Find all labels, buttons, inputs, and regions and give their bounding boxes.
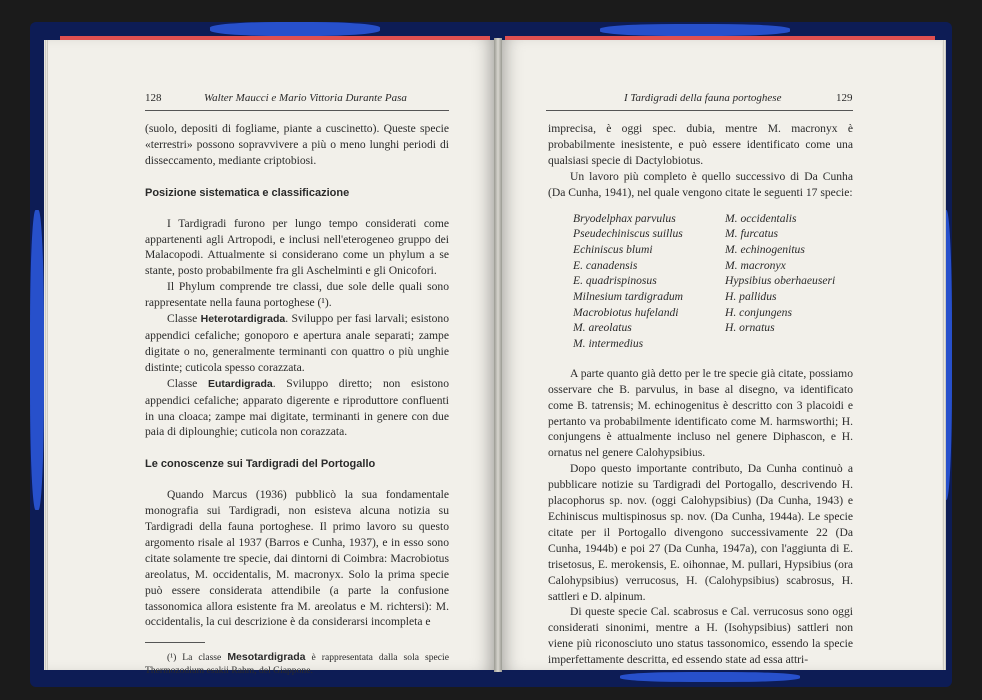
species-column-right [725, 211, 875, 352]
species-item: Hypsibius oberhaeuseri [725, 274, 836, 288]
body-paragraph [145, 376, 449, 441]
species-item: Echiniscus blumi [573, 242, 653, 256]
class-name: Eutardigrada [207, 377, 273, 390]
species-item: E. canadensis [573, 258, 638, 272]
left-page-number: 128 [145, 92, 162, 104]
section-heading: Le conoscenze sui Tardigradi del Portogallo [145, 458, 376, 471]
right-text-column [548, 121, 853, 668]
species-item: H. ornatus [725, 321, 775, 335]
cover-pattern [620, 672, 800, 682]
class-name: Heterotardigrada [200, 313, 286, 326]
species-item: Pseudechiniscus suillus [573, 227, 683, 241]
species-item: M. echinogenitus [725, 242, 805, 256]
species-item: M. macronyx [725, 258, 786, 272]
class-prefix: Classe [167, 312, 201, 326]
body-paragraph: (suolo, depositi di fogliame, piante a cuscinetto). Queste specie «terrestri» possono sopravvivere a più o meno lunghi periodi di disseccamento, mediante criptobiosi. [145, 122, 449, 167]
paragraph-text: . Sviluppo diretto; non esistono appendici cefaliche; apparato digerente e riproduttore confluenti in una cloaca; zampe mai digitate, terminanti in genere con due paia di diplounghie; cuticola non corazzata. [145, 376, 449, 439]
body-paragraph: Di queste specie Cal. scabrosus e Cal. verrucosus sono oggi considerati sinonimi, mentre a H. (Isohypsibius) sattleri non viene più riconosciuto uno status tassonomico, essendo la specie imperfettamente descritta, ed essendo state ad essa attri- [548, 605, 853, 667]
section-heading: Posizione sistematica e classificazione [145, 186, 350, 199]
species-item: M. intermedius [573, 337, 644, 351]
body-paragraph: Quando Marcus (1936) pubblicò la sua fondamentale monografia sui Tardigradi, non esisteva alcuna notizia su Tardigradi della fauna portoghese. Il primo lavoro su questo argomento risale al 1937 (Barros e Cunha, 1937), e in esso sono citate solamente tre specie, dai dintorni di Coimbra: Macrobiotus areolatus, M. occidentalis, M. macronyx. Solo la prima specie può essere considerata attendibile (a parte la confusione tassonomica allora esistente fra M. areolatus e M. richtersi): M. occidentalis, la cui descrizione è da considerarsi incompleta e [145, 488, 449, 629]
cover-pattern [600, 24, 790, 36]
right-header-rule [546, 110, 853, 111]
book-gutter [494, 38, 502, 672]
body-paragraph: Dopo questo importante contributo, Da Cunha continuò a pubblicare notizie su Tardigradi del Portogallo, descrivendo H. placophorus sp. nov. (oggi Calohypsibius) (Da Cunha, 1943) e Echiniscus multispinosus sp. nov. (Da Cunha, 1944a). Le specie citate per il Portogallo divengono successivamente 22 (Da Cunha, 1944b) e poi 27 (Da Cunha, 1947a), con l'aggiunta di E. trisetosus, E. merokensis, E. oihonnae, M. pullari, Hypsibius (ora Calohypsibius) verrucosus, H. (Calohypsibius) scabrosus, H. sattleri e D. alpinum. [548, 462, 853, 603]
right-running-head: I Tardigradi della fauna portoghese [624, 92, 782, 104]
left-running-head: Walter Maucci e Mario Vittoria Durante Pasa [204, 92, 407, 104]
paragraph-text: . Sviluppo per fasi larvali; esistono appendici cefaliche; gonoporo e apertura anale separati; zampe digitate o no, generalmente terminanti con quattro o più unghie distinte; cuticola spesso corazzata. [145, 312, 449, 374]
footnote-rule [145, 642, 205, 643]
right-page-number: 129 [836, 92, 853, 104]
species-item: M. occidentalis [725, 211, 797, 225]
left-header-rule [145, 110, 449, 111]
species-item: E. quadrispinosus [573, 274, 657, 288]
species-list [573, 211, 853, 352]
body-paragraph: I Tardigradi furono per lungo tempo considerati come appartenenti agli Artropodi, e inclusi nell'eterogeneo gruppo dei Malacopodi. Attualmente si considerano come un phylum a se stante, posto probabilmente fra gli Aschelminti e gli Onicofori. [145, 216, 449, 278]
footnote-text: è rappresentata dalla sola specie Thermozodium esakii Rahm, del Giappone. [145, 652, 449, 677]
body-paragraph: Un lavoro più completo è quello successivo di Da Cunha (Da Cunha, 1941), nel quale vengono citate le seguenti 17 specie: [548, 169, 853, 199]
species-item: M. areolatus [573, 321, 632, 335]
species-column-left [573, 211, 725, 352]
body-paragraph [145, 311, 449, 376]
left-text-column [145, 121, 449, 677]
class-prefix: Classe [167, 376, 208, 390]
species-item: Bryodelphax parvulus [573, 211, 676, 225]
body-paragraph: Il Phylum comprende tre classi, due sole delle quali sono rappresentate nella fauna portoghese (¹). [145, 280, 449, 310]
species-item: H. conjungens [725, 305, 792, 319]
body-paragraph: imprecisa, è oggi spec. dubia, mentre M. macronyx è probabilmente inesistente, e può essere identificato come una qualsiasi specie di Dactylobiotus. [548, 122, 853, 167]
species-item: H. pallidus [725, 290, 777, 304]
footnote-marker: (¹) La classe [167, 652, 228, 664]
species-item: Macrobiotus hufelandi [573, 305, 679, 319]
cover-pattern [210, 22, 380, 36]
footnote-class-name: Mesotardigrada [227, 651, 306, 664]
body-paragraph: A parte quanto già detto per le tre specie già citate, possiamo osservare che B. parvulus, in base al disegno, va identificato come B. tatrensis; M. echinogenitus è descritto con 3 placoidi e pertanto va probabilmente identificato come M. harmsworthi; H. conjungens è attualmente incluso nel genere Diphascon, e H. ornatus nel genere Calohypsibius. [548, 366, 853, 460]
cover-pattern [30, 210, 44, 510]
footnote [145, 651, 449, 677]
species-item: M. furcatus [725, 227, 779, 241]
species-item: Milnesium tardigradum [573, 290, 684, 304]
